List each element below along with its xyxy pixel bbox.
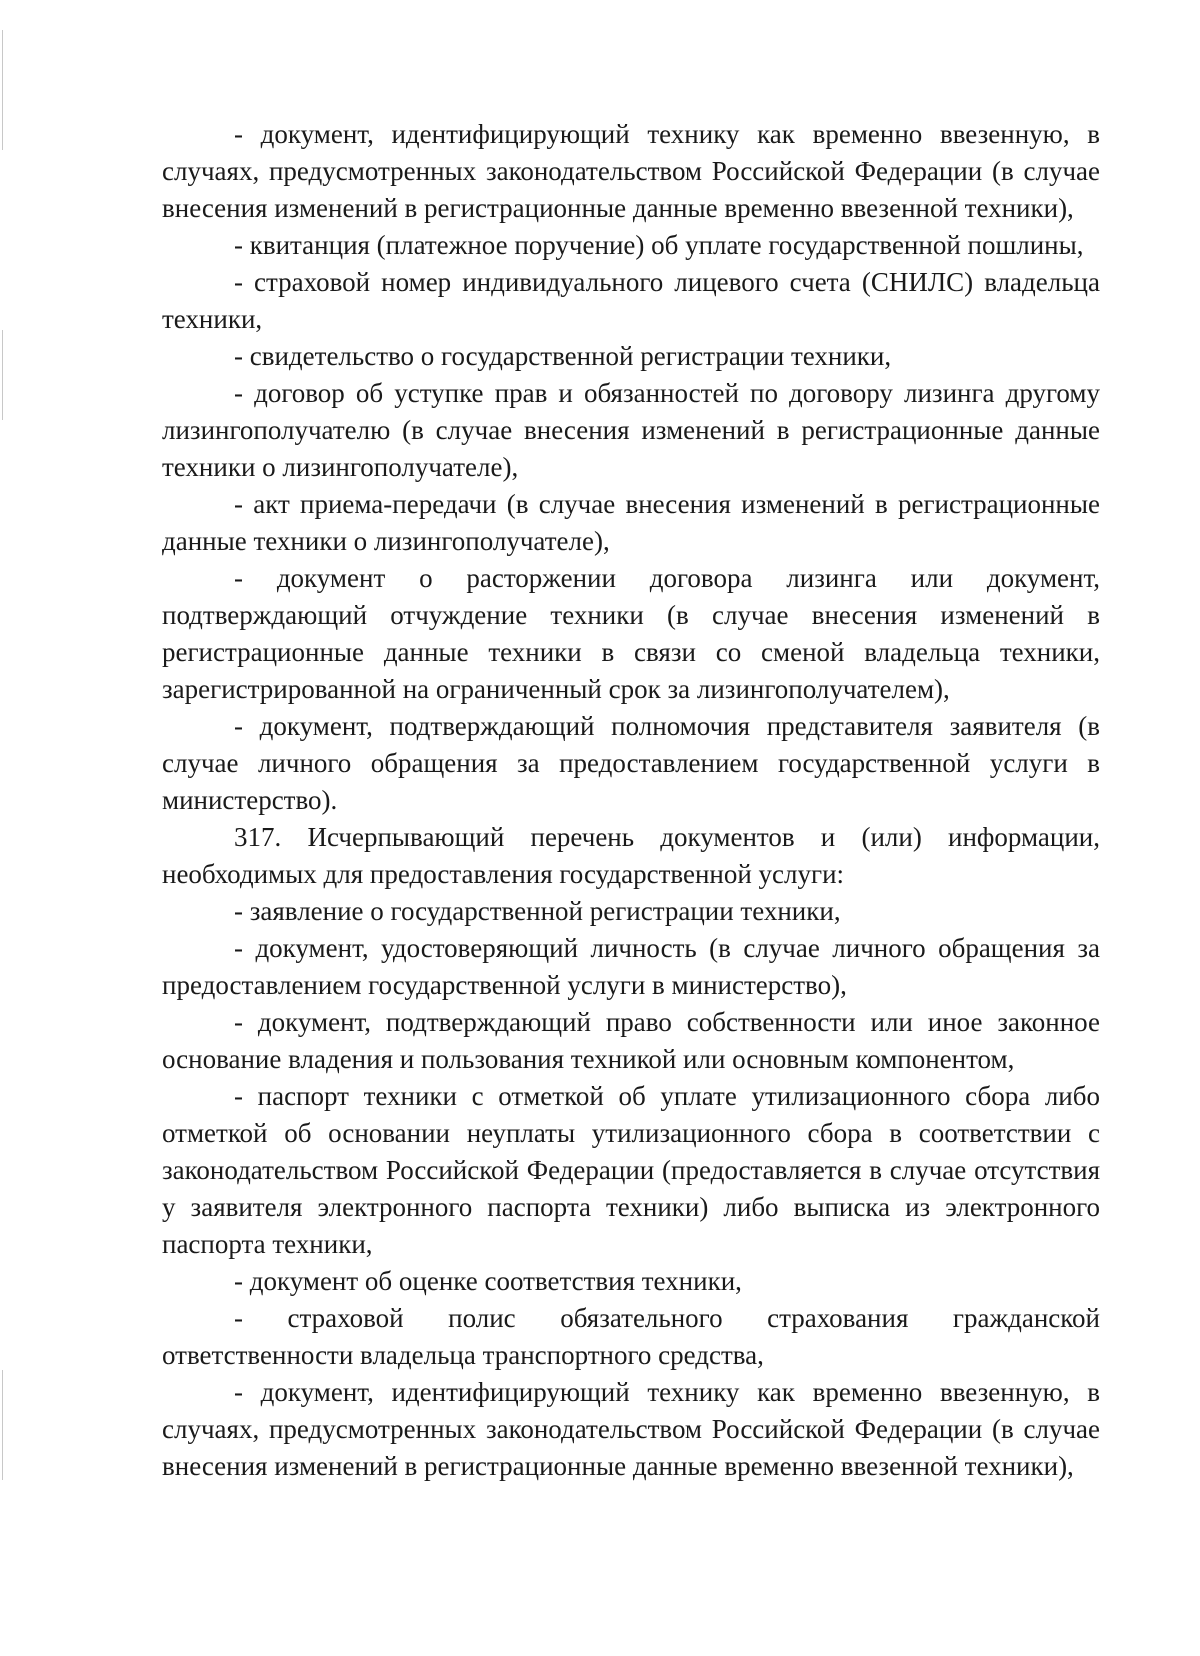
paragraph: - паспорт техники с отметкой об уплате утилизационного сбора либо отметкой об основании неуплаты утилизационного сбора в соответствии с законодательством Российской Федерации (предоставляется в случае отсутствия у заявителя электронного паспорта техники) либо выписка из электронного паспорта техники, xyxy=(162,1081,1100,1259)
paragraph: - документ, идентифицирующий технику как временно ввезенную, в случаях, предусмотренных законодательством Российской Федерации (в случае внесения изменений в регистрационные данные временно ввезенной техники), xyxy=(162,119,1100,223)
scan-edge-mark xyxy=(2,330,3,420)
section-heading-paragraph: 317. Исчерпывающий перечень документов и (или) информации, необходимых для предоставления государственной услуги: xyxy=(162,822,1100,889)
paragraph: - документ об оценке соответствия техники, xyxy=(234,1266,742,1296)
paragraph: - квитанция (платежное поручение) об уплате государственной пошлины, xyxy=(234,230,1084,260)
paragraph: - договор об уступке прав и обязанностей по договору лизинга другому лизингополучателю (в случае внесения изменений в регистрационные данные техники о лизингополучателе), xyxy=(162,378,1100,482)
paragraph: - документ, подтверждающий полномочия представителя заявителя (в случае личного обращения за предоставлением государственной услуги в министерство). xyxy=(162,711,1100,815)
paragraph: - документ о расторжении договора лизинга или документ, подтверждающий отчуждение техники (в случае внесения изменений в регистрационные данные техники в связи со сменой владельца техники, зарегистрированной на ограниченный срок за лизингополучателем), xyxy=(162,563,1100,704)
paragraph: - документ, идентифицирующий технику как временно ввезенную, в случаях, предусмотренных законодательством Российской Федерации (в случае внесения изменений в регистрационные данные временно ввезенной техники), xyxy=(162,1377,1100,1481)
paragraph: - акт приема-передачи (в случае внесения изменений в регистрационные данные техники о лизингополучателе), xyxy=(162,489,1100,556)
scan-edge-mark xyxy=(2,1370,3,1480)
paragraph: - свидетельство о государственной регистрации техники, xyxy=(234,341,892,371)
paragraph: - документ, подтверждающий право собственности или иное законное основание владения и пользования техникой или основным компонентом, xyxy=(162,1007,1100,1074)
paragraph: - заявление о государственной регистрации техники, xyxy=(234,896,841,926)
document-body xyxy=(162,116,1100,1485)
paragraph: - страховой номер индивидуального лицевого счета (СНИЛС) владельца техники, xyxy=(162,267,1100,334)
scan-edge-mark xyxy=(2,30,3,150)
paragraph: - документ, удостоверяющий личность (в случае личного обращения за предоставлением государственной услуги в министерство), xyxy=(162,933,1100,1000)
paragraph: - страховой полис обязательного страхования гражданской ответственности владельца транспортного средства, xyxy=(162,1303,1100,1370)
